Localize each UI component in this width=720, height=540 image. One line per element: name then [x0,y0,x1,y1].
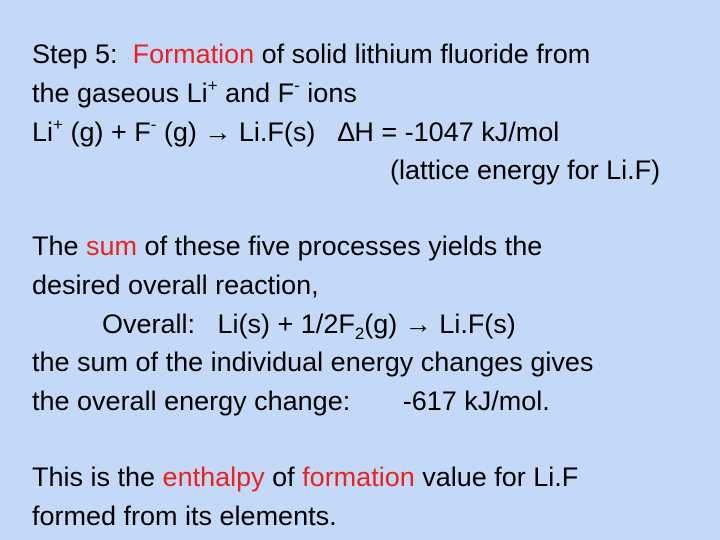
sum-line-1 [32,230,542,262]
subscript-two: 2 [354,324,365,343]
superscript-minus: - [150,115,157,134]
text-segment: value for Li.F [414,462,579,492]
enthalpy-line-1 [32,461,578,493]
step5-line-1 [32,38,590,70]
enthalpy-line-2: formed from its elements. [32,501,337,531]
text-segment: the gaseous Li [32,78,208,108]
text-segment: This is the [32,462,163,492]
superscript-minus: - [294,76,300,95]
superscript-plus: + [207,76,218,95]
step5-line-2 [32,77,357,109]
text-segment: of these five processes yields the [137,231,543,261]
text-segment: (g) → Li.F(s) [364,309,516,339]
highlight-formation: Formation [132,39,255,69]
overall-energy-change: the overall energy change: -617 kJ/mol. [32,386,550,416]
step5-text: of solid lithium fluoride from [254,39,591,69]
text-segment: Li [32,117,54,147]
text-segment: (g) → Li.F(s) ∆H = -1047 kJ/mol [156,117,560,147]
highlight-formation: formation [302,462,415,492]
sum-line-2: desired overall reaction, [32,270,319,300]
text-segment: ions [299,78,357,108]
highlight-sum: sum [86,231,138,261]
step5-equation [32,116,559,148]
overall-equation [102,308,516,343]
step5-label: Step 5: [32,39,133,69]
sum-line-4: the sum of the individual energy changes gives [32,347,594,377]
text-segment: and F [217,78,295,108]
text-segment: (g) + F [62,117,151,147]
text-segment: of [264,462,303,492]
text-segment: Overall: Li(s) + 1/2F [102,309,355,339]
superscript-plus: + [53,115,63,134]
text-segment: The [32,231,87,261]
lattice-energy-note: (lattice energy for Li.F) [390,155,661,185]
highlight-enthalpy: enthalpy [162,462,265,492]
